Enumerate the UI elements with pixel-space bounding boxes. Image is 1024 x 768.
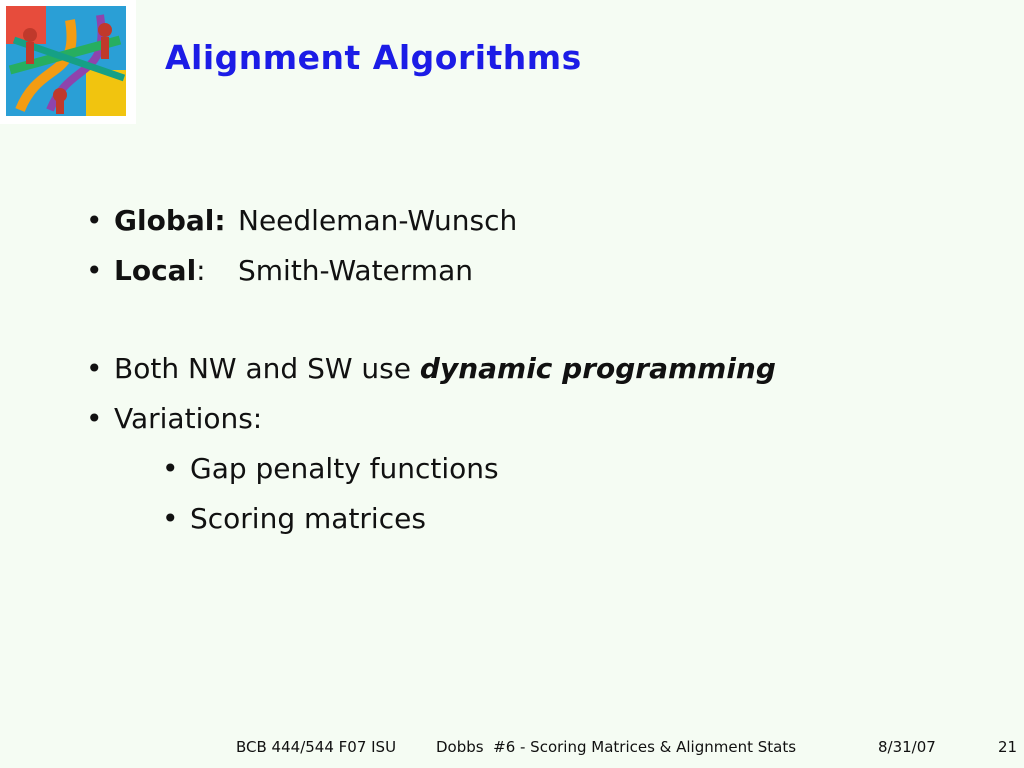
bullet-dynamic-programming — [86, 344, 776, 394]
footer-course: BCB 444/544 F07 ISU — [236, 738, 397, 756]
local-label: Local — [114, 254, 197, 287]
bullet-dot: • — [162, 502, 179, 535]
variations-label: Variations: — [114, 402, 263, 435]
bullet-global — [86, 196, 776, 246]
sub-item-text: Gap penalty functions — [190, 452, 499, 485]
slide-title: Alignment Algorithms — [165, 38, 582, 77]
local-value: Smith-Waterman — [238, 254, 473, 287]
dynamic-programming-emphasis: dynamic programming — [419, 352, 776, 385]
local-label-wrap — [114, 246, 238, 296]
global-value: Needleman-Wunsch — [238, 204, 518, 237]
bullet-list — [86, 196, 776, 544]
footer-date: 8/31/07 — [878, 738, 936, 756]
footer-talk: Dobbs #6 - Scoring Matrices & Alignment Stats — [436, 738, 797, 756]
bullet-variations — [86, 394, 776, 444]
bullet-dot: • — [162, 452, 179, 485]
both-prefix: Both NW and SW use — [114, 352, 420, 385]
sub-bullet-gap-penalty — [86, 444, 776, 494]
global-label: Global: — [114, 204, 226, 237]
bullet-dot: • — [86, 254, 103, 287]
clipart-logo — [0, 0, 136, 124]
slide-footer — [236, 738, 1017, 756]
bullet-dot: • — [86, 402, 103, 435]
local-colon: : — [196, 254, 206, 287]
sub-item-text: Scoring matrices — [190, 502, 426, 535]
sub-bullet-scoring-matrices — [86, 494, 776, 544]
bullet-dot: • — [86, 352, 103, 385]
bullet-local — [86, 246, 776, 296]
bullet-dot: • — [86, 204, 103, 237]
footer-page-number: 21 — [998, 738, 1018, 756]
